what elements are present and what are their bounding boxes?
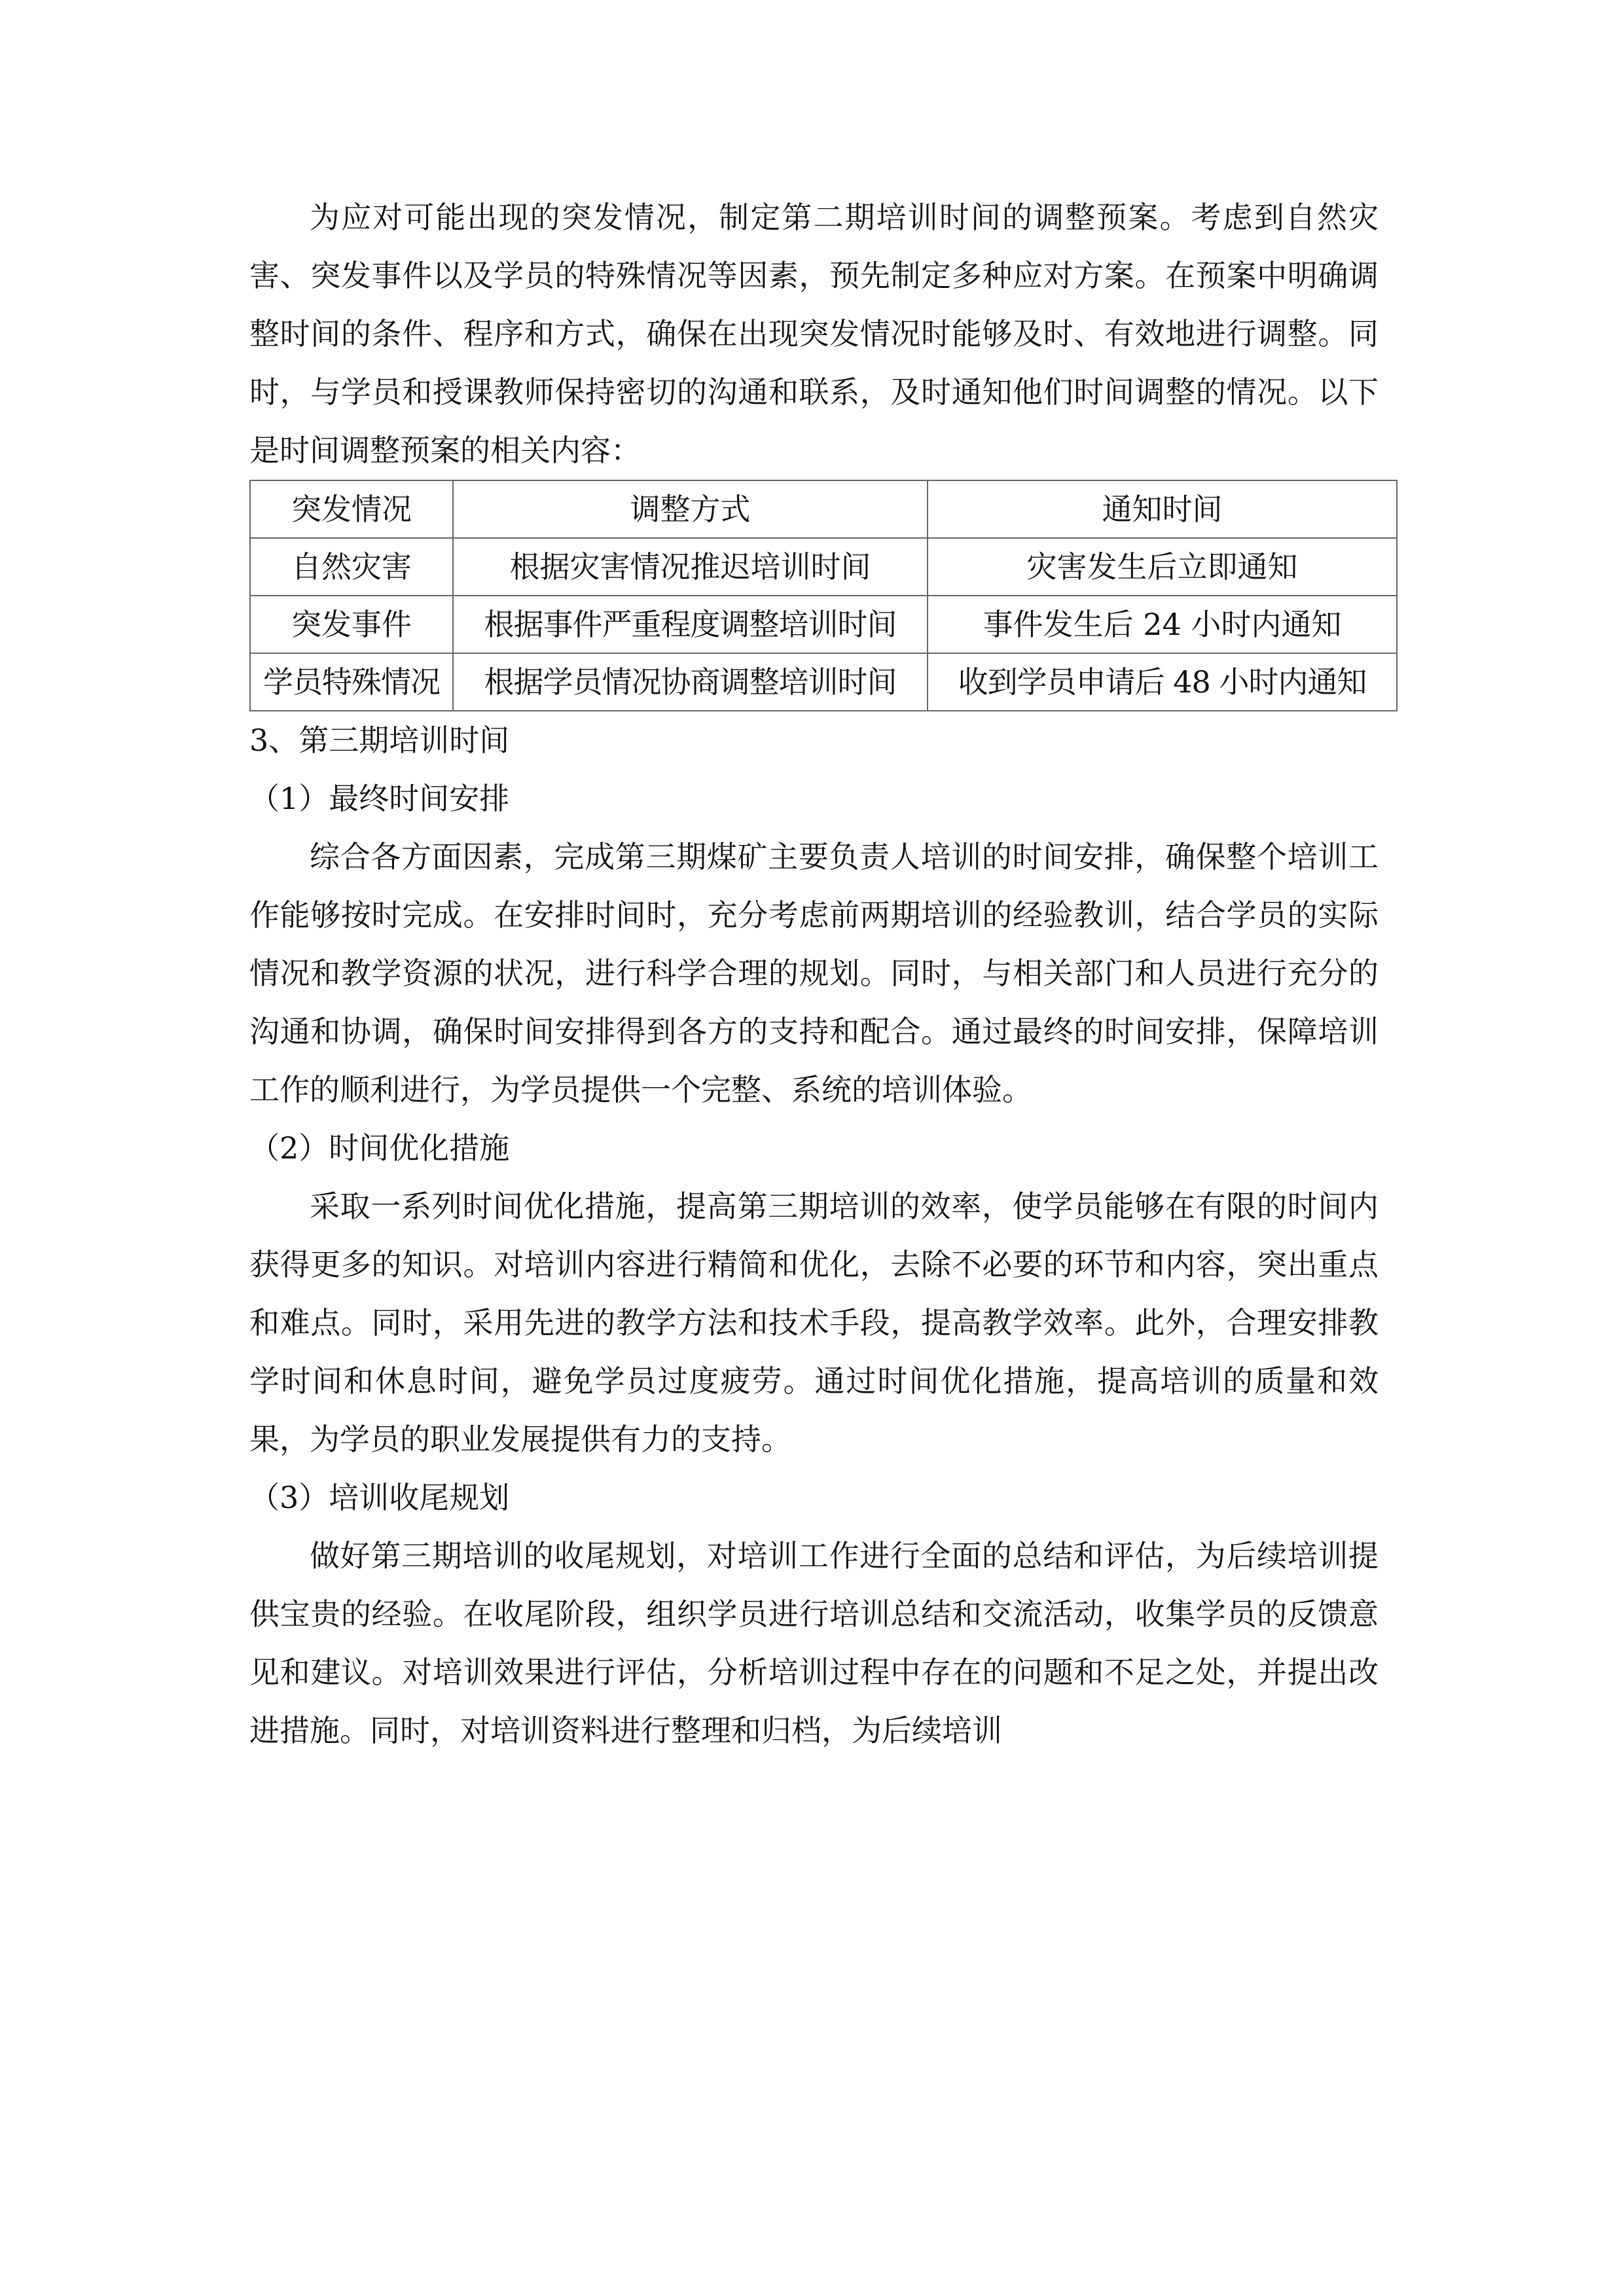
page-content: [249, 188, 1379, 1760]
table-cell: 突发事件: [250, 596, 453, 653]
subsection-paragraph: 做好第三期培训的收尾规划，对培训工作进行全面的总结和评估，为后续培训提供宝贵的经验。在收尾阶段，组织学员进行培训总结和交流活动，收集学员的反馈意见和建议。对培训效果进行评估，分析培训过程中存在的问题和不足之处，并提出改进措施。同时，对培训资料进行整理和归档，为后续培训: [249, 1538, 1379, 1748]
table-cell: 灾害发生后立即通知: [928, 538, 1397, 596]
subsection-heading: （1）最终时间安排: [249, 781, 510, 816]
table-cell: 事件发生后 24 小时内通知: [928, 596, 1397, 653]
table-cell: 根据灾害情况推迟培训时间: [453, 538, 928, 596]
table-cell: 自然灾害: [250, 538, 453, 596]
table-header-row: [250, 480, 1397, 538]
table-cell: 根据学员情况协商调整培训时间: [453, 653, 928, 711]
table-cell: 收到学员申请后 48 小时内通知: [928, 653, 1397, 711]
subsection-heading: （2）时间优化措施: [249, 1130, 510, 1166]
table-cell: 学员特殊情况: [250, 653, 453, 711]
table-header-cell: 调整方式: [453, 480, 928, 538]
table-header-cell: 突发情况: [250, 480, 453, 538]
intro-paragraph: 为应对可能出现的突发情况，制定第二期培训时间的调整预案。考虑到自然灾害、突发事件以及学员的特殊情况等因素，预先制定多种应对方案。在预案中明确调整时间的条件、程序和方式，确保在出现突发情况时能够及时、有效地进行调整。同时，与学员和授课教师保持密切的沟通和联系，及时通知他们时间调整的情况。以下是时间调整预案的相关内容：: [249, 200, 1379, 468]
table-row: [250, 653, 1397, 711]
table-cell: 根据事件严重程度调整培训时间: [453, 596, 928, 653]
subsection-heading: （3）培训收尾规划: [249, 1480, 510, 1515]
subsection-paragraph: 采取一系列时间优化措施，提高第三期培训的效率，使学员能够在有限的时间内获得更多的知识。对培训内容进行精简和优化，去除不必要的环节和内容，突出重点和难点。同时，采用先进的教学方法和技术手段，提高教学效率。此外，合理安排教学时间和休息时间，避免学员过度疲劳。通过时间优化措施，提高培训的质量和效果，为学员的职业发展提供有力的支持。: [249, 1189, 1379, 1457]
table-header-cell: 通知时间: [928, 480, 1397, 538]
table-row: [250, 538, 1397, 596]
adjustment-plan-table: [249, 480, 1398, 711]
section-heading: 3、第三期培训时间: [249, 723, 510, 758]
subsection-paragraph: 综合各方面因素，完成第三期煤矿主要负责人培训的时间安排，确保整个培训工作能够按时完成。在安排时间时，充分考虑前两期培训的经验教训，结合学员的实际情况和教学资源的状况，进行科学合理的规划。同时，与相关部门和人员进行充分的沟通和协调，确保时间安排得到各方的支持和配合。通过最终的时间安排，保障培训工作的顺利进行，为学员提供一个完整、系统的培训体验。: [249, 839, 1379, 1107]
table-row: [250, 596, 1397, 653]
